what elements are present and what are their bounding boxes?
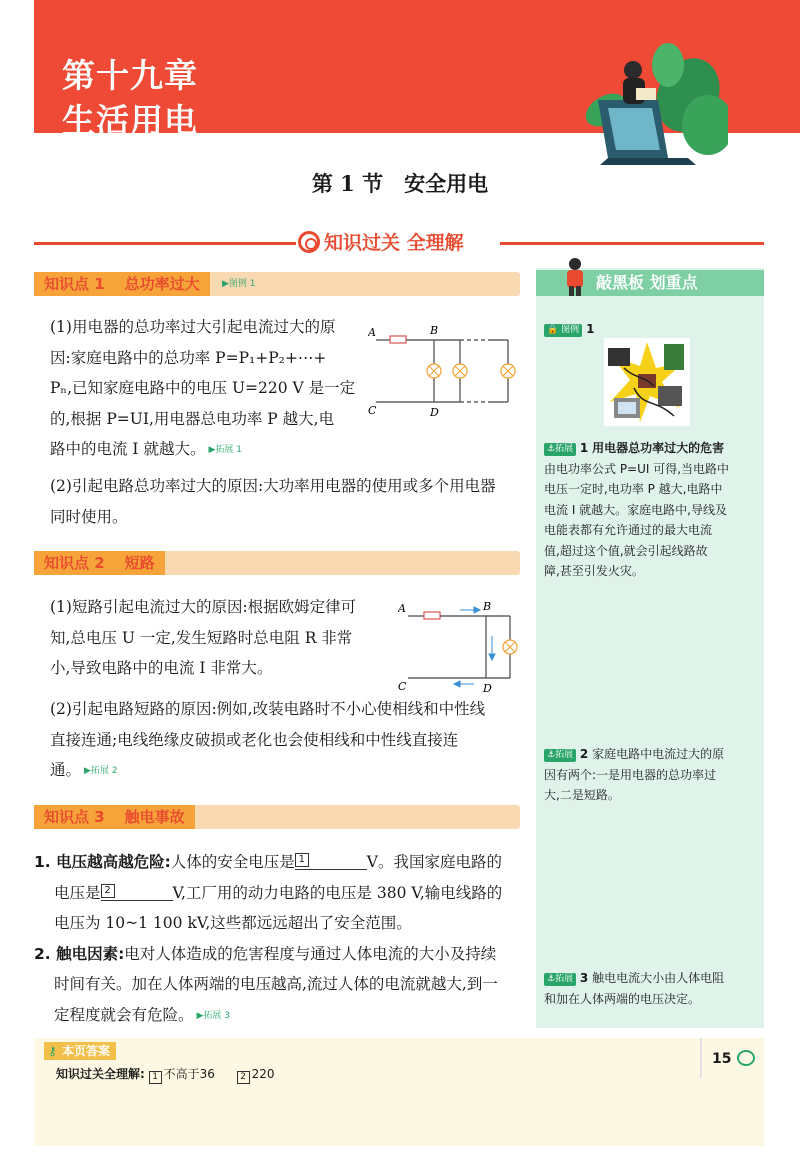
main-heading [298,228,498,258]
kp2-line: 知,总电压 U 一定,发生短路时总电阻 R 非常 [50,628,353,647]
extension-line: 电能表都有允许通过的最大电流 [544,523,713,537]
extension-line: 值,超过这个值,就会引起线路故 [544,543,708,558]
blank-number: 2 [101,884,115,898]
kp2-line: 小,导致电路中的电流 I 非常大。 [50,659,273,677]
q1-text: 人体的安全电压是 [170,853,295,871]
swirl-icon [737,1050,755,1066]
kp2-line: 通。 [50,761,82,779]
answer-blank-1[interactable] [295,852,367,870]
kp1-title-bar [34,272,520,296]
kp2-title-bar [34,551,520,575]
extension-line: 触电电流大小由人体电阻 [592,971,725,985]
circuit-diagram-parallel [368,322,520,422]
kp1-line: (2)引起电路总功率过大的原因:大功率用电器的使用或多个用电器 [50,477,496,495]
extension-line: 和加在人体两端的电压决定。 [544,991,701,1006]
key-points-title: 敲黑板 划重点 [596,273,698,292]
q2-text: 时间有关。加在人体两端的电压越高,流过人体的电流就越大,到一 [54,975,498,993]
teacher-icon [562,256,588,296]
kp3-extension-ref[interactable]: ▶拓展 3 [196,1010,231,1021]
kp3-tag [34,805,195,829]
extension-tag-text: 拓展 [555,444,574,454]
main-heading-text: 知识过关 全理解 [324,232,464,254]
extension-number: 3 [579,971,589,985]
node-label-c: C [368,404,377,417]
figure-tag-text: 图例 [561,325,580,335]
circuit-diagram-short [398,598,520,693]
kp1-line: 同时使用。 [50,507,128,526]
kp2-paragraph-1 [50,592,395,684]
kp1-line: Pₙ,已知家庭电路中的电压 U=220 V 是一定 [50,379,356,397]
divider-left [34,242,296,245]
answer-2: 220 [251,1067,275,1081]
extension-line: 由电功率公式 P=UI 可得,当电路中 [544,461,730,476]
extension-line: 家庭电路中电流过大的原 [592,747,725,761]
chapter-title: 生活用电 [62,101,198,140]
kp3-body [34,847,526,1031]
answers-label: 知识过关全理解: [56,1067,145,1081]
answer-1: 不高于36 [163,1067,215,1081]
extension-number: 2 [579,747,589,761]
kp1-line: 因:家庭电路中的总功率 P=P₁+P₂+⋯+ [50,348,327,367]
extension-tag: ⚓拓展 [544,749,576,762]
kp2-extension-ref[interactable]: ▶拓展 2 [84,766,118,776]
key-icon: ⚷ [48,1044,57,1058]
reader-illustration [568,40,728,165]
node-label-b: B [430,324,439,337]
chapter-number: 第十九章 [62,56,198,95]
extension-1-title: 用电器总功率过大的危害 [592,441,725,455]
kp1-line: 的,根据 P=UI,用电器总电功率 P 越大,电 [50,409,335,428]
q1-label: 1. 电压越高越危险: [34,853,171,871]
answers-line [56,1065,274,1084]
answer-number-1: 1 [149,1071,162,1084]
q1-text: 电压是 [54,883,101,902]
figure-tag: 🔒 图例 [544,324,582,337]
kp3-title: 触电事故 [124,808,185,826]
figure-1-label [544,318,594,340]
extension-line: 电流 I 就越大。家庭电路中,导线及 [544,502,727,517]
extension-tag: ⚓拓展 [544,443,576,456]
node-label-a: A [368,326,376,339]
q2-label: 2. 触电因素: [34,944,125,963]
swirl-icon [298,231,320,253]
overloaded-socket-illustration [604,338,690,426]
kp1-extension-ref[interactable]: ▶拓展 1 [208,445,242,455]
kp2-title: 短路 [124,554,155,572]
answers-title-text: 本页答案 [62,1044,111,1058]
answers-title [44,1042,116,1060]
kp3-number: 知识点 3 [44,808,105,826]
extension-2 [544,744,759,806]
node-label-c: C [398,680,407,693]
kp3-title-bar [34,805,520,829]
kp2-number: 知识点 2 [44,554,105,572]
kp2-line: (2)引起电路短路的原因:例如,改装电路时不小心使相线和中性线 [50,700,486,718]
node-label-d: D [430,406,439,419]
kp1-line: (1)用电器的总功率过大引起电流过大的原 [50,318,336,336]
node-label-d: D [483,682,492,693]
q1-text: V。我国家庭电路的 [366,853,502,871]
node-label-b: B [483,600,492,613]
q2-text: 电对人体造成的危害程度与通过人体电流的大小及持续 [124,944,497,963]
answer-blank-2[interactable] [101,883,173,901]
extension-number: 1 [579,441,589,455]
answers-footer [34,1038,764,1146]
q1-text: 电压为 10~1 100 kV,这些都远远超出了安全范围。 [54,914,412,932]
q2-text: 定程度就会有危险。 [54,1005,194,1024]
answer-number-2: 2 [237,1071,250,1084]
kp1-tag [34,272,210,296]
kp1-paragraph-1 [50,312,365,466]
section-title: 第 1 节 安全用电 [311,171,489,196]
kp2-line: (1)短路引起电流过大的原因:根据欧姆定律可 [50,598,357,616]
node-label-a: A [398,602,406,615]
divider-right [500,242,764,245]
extension-3 [544,968,759,1009]
extension-line: 大,二是短路。 [544,788,620,802]
extension-line: 电压一定时,电功率 P 越大,电路中 [544,482,723,496]
extension-line: 因有两个:一是用电器的总功率过 [544,767,717,782]
kp1-line: 路中的电流 I 就越大。 [50,440,206,458]
kp1-title: 总功率过大 [124,275,200,293]
extension-tag-text: 拓展 [555,974,574,984]
page-number [712,1050,755,1067]
kp1-number: 知识点 1 [44,275,105,293]
kp1-figure-ref: ▶图例 1 [222,279,256,289]
q1-text: V,工厂用的动力电路的电压是 380 V,输电线路的 [172,883,503,902]
extension-tag: ⚓拓展 [544,973,576,986]
figure-number: 1 [586,322,595,336]
extension-tag-text: 拓展 [555,750,574,760]
blank-number: 1 [295,853,309,867]
kp2-tag [34,551,165,575]
kp2-line: 直接连通;电线绝缘皮破损或老化也会使相线和中性线直接连 [50,730,459,749]
extension-line: 障,甚至引发火灾。 [544,564,644,578]
kp1-paragraph-2 [50,471,525,532]
extension-1 [544,438,759,582]
kp2-paragraph-2 [50,694,525,787]
page-number-text: 15 [712,1051,732,1067]
